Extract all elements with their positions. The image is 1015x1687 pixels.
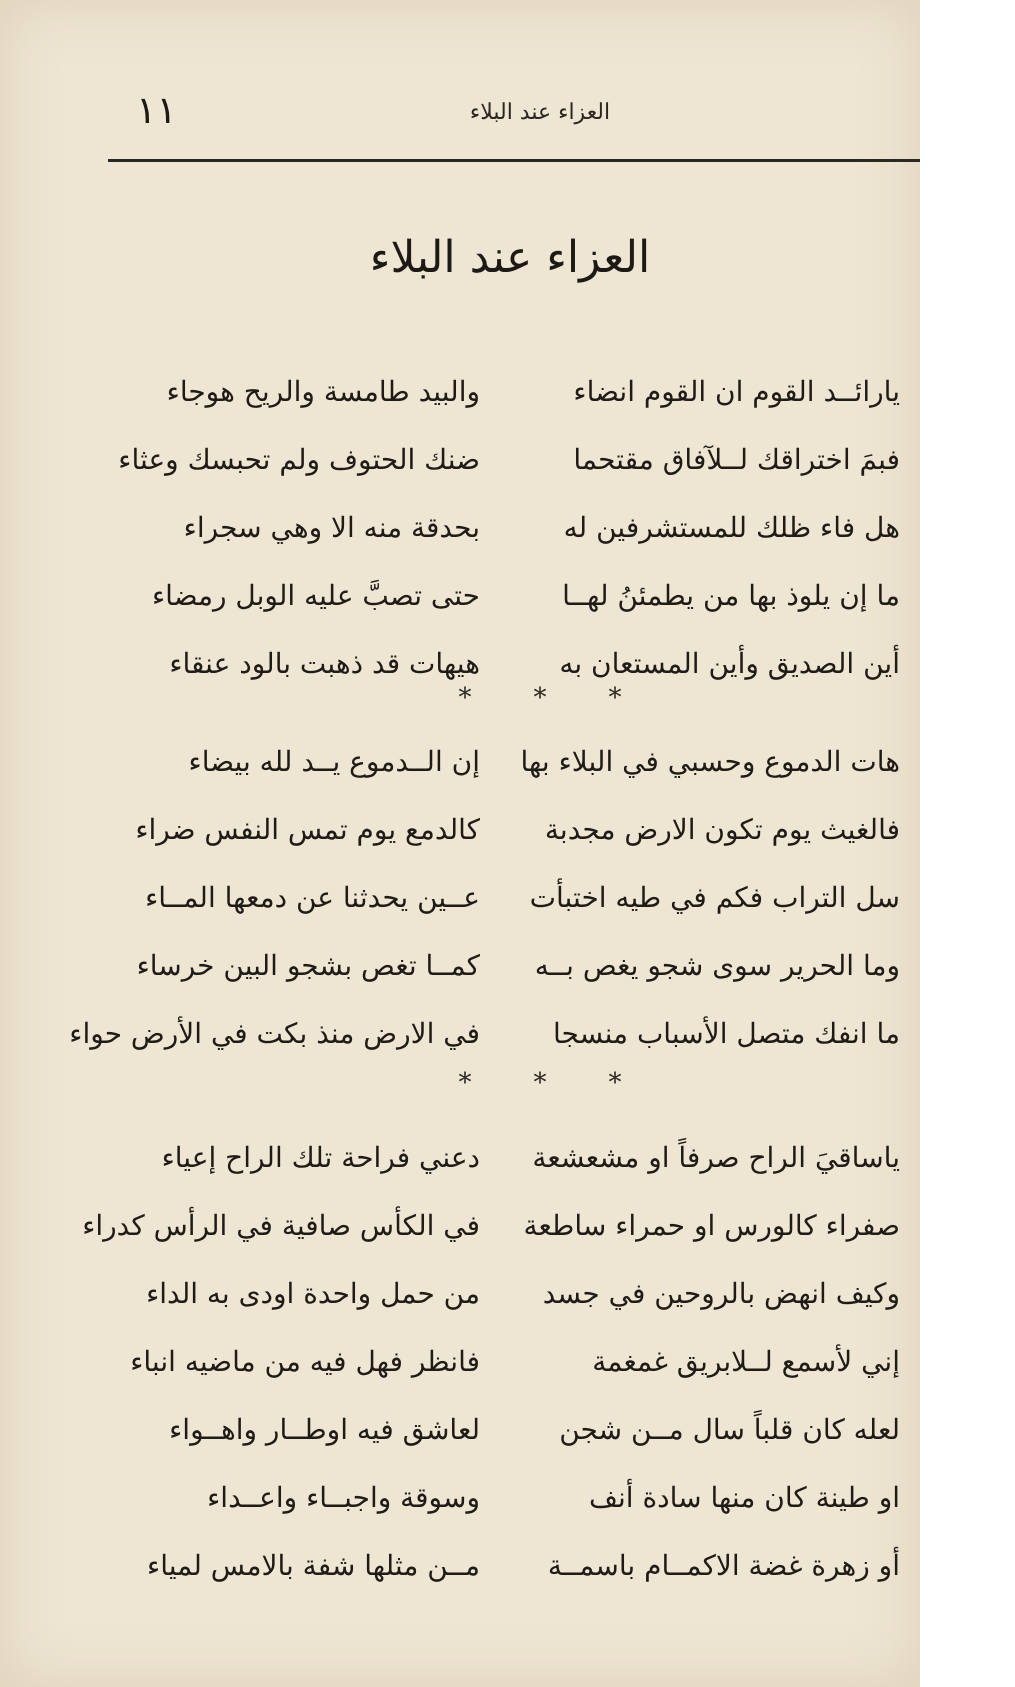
verse bbox=[100, 1332, 900, 1400]
verse-second-hemistich: كالدمع يوم تمس النفس ضراء bbox=[135, 813, 480, 846]
asterisk: * bbox=[458, 683, 472, 713]
verse-second-hemistich: والبيد طامسة والريح هوجاء bbox=[166, 375, 480, 408]
verse-second-hemistich: حتى تصبَّ عليه الوبل رمضاء bbox=[152, 579, 480, 612]
verse-second-hemistich: هيهات قد ذهبت بالود عنقاء bbox=[169, 647, 480, 680]
verse bbox=[100, 1536, 900, 1604]
verse-first-hemistich: او طينة كان منها سادة أنف bbox=[589, 1481, 900, 1514]
page-number: ١١ bbox=[136, 88, 177, 132]
verse-first-hemistich: أو زهرة غضة الاكمــام باسمــة bbox=[547, 1549, 900, 1582]
verse-first-hemistich: ياساقيَ الراح صرفاً او مشعشعة bbox=[532, 1141, 900, 1174]
verse bbox=[100, 1400, 900, 1468]
verse-first-hemistich: يارائــد القوم ان القوم انضاء bbox=[573, 375, 900, 408]
verse-second-hemistich: فانظر فهل فيه من ماضيه انباء bbox=[130, 1345, 480, 1378]
verse-first-hemistich: لعله كان قلباً سال مــن شجن bbox=[559, 1413, 900, 1446]
verse-second-hemistich: في الكأس صافية في الرأس كدراء bbox=[82, 1209, 480, 1242]
verse bbox=[100, 1264, 900, 1332]
verse-first-hemistich: وكيف انهض بالروحين في جسد bbox=[542, 1277, 900, 1310]
running-head: العزاء عند البلاء bbox=[469, 100, 611, 125]
verse-first-hemistich: ما انفك متصل الأسباب منسجا bbox=[553, 1017, 900, 1050]
verse-first-hemistich: وما الحرير سوى شجو يغص بــه bbox=[534, 949, 900, 982]
verse-second-hemistich: لعاشق فيه اوطــار واهــواء bbox=[169, 1413, 480, 1446]
verse bbox=[100, 868, 900, 936]
stanza-2 bbox=[69, 732, 900, 1072]
verse bbox=[100, 936, 900, 1004]
stanza-3 bbox=[82, 1128, 900, 1604]
verse-second-hemistich: في الارض منذ بكت في الأرض حواء bbox=[69, 1017, 480, 1050]
verse-first-hemistich: فبمَ اختراقك لــلآفاق مقتحما bbox=[573, 443, 900, 476]
verse-second-hemistich: وسوقة واجبــاء واعــداء bbox=[207, 1481, 480, 1514]
asterisk: * bbox=[533, 1068, 547, 1098]
verse bbox=[100, 430, 900, 498]
stanza-1 bbox=[100, 362, 900, 702]
stanza-separator bbox=[450, 683, 630, 713]
verse-second-hemistich: كمــا تغص بشجو البين خرساء bbox=[136, 949, 480, 982]
asterisk: * bbox=[608, 1068, 622, 1098]
verse bbox=[100, 800, 900, 868]
asterisk: * bbox=[458, 1068, 472, 1098]
stanza-separator bbox=[450, 1068, 630, 1098]
verse bbox=[100, 566, 900, 634]
asterisk: * bbox=[608, 683, 622, 713]
verse-first-hemistich: ما إن يلوذ بها من يطمئنُ لهــا bbox=[562, 579, 900, 612]
verse-second-hemistich: دعني فراحة تلك الراح إعياء bbox=[161, 1141, 480, 1174]
verse-first-hemistich: هات الدموع وحسبي في البلاء بها bbox=[520, 745, 900, 778]
verse-first-hemistich: أين الصديق وأين المستعان به bbox=[559, 647, 900, 680]
verse-second-hemistich: من حمل واحدة اودى به الداء bbox=[146, 1277, 480, 1310]
verse-second-hemistich: عــين يحدثنا عن دمعها المــاء bbox=[145, 881, 480, 914]
verse-second-hemistich: مــن مثلها شفة بالامس لمياء bbox=[147, 1549, 480, 1582]
verse-first-hemistich: إني لأسمع لــلابريق غمغمة bbox=[592, 1345, 900, 1378]
verse-second-hemistich: ضنك الحتوف ولم تحبسك وعثاء bbox=[118, 443, 480, 476]
verse bbox=[100, 1128, 900, 1196]
verse bbox=[100, 1468, 900, 1536]
verse bbox=[100, 362, 900, 430]
verse bbox=[69, 1004, 900, 1072]
header-rule bbox=[108, 159, 920, 162]
verse-second-hemistich: بحدقة منه الا وهي سجراء bbox=[183, 511, 480, 544]
verse-first-hemistich: سل التراب فكم في طيه اختبأت bbox=[529, 881, 900, 914]
verse-first-hemistich: هل فاء ظلك للمستشرفين له bbox=[563, 511, 900, 544]
verse-second-hemistich: إن الــدموع يــد لله بيضاء bbox=[188, 745, 480, 778]
verse bbox=[82, 1196, 900, 1264]
verse-first-hemistich: صفراء كالورس او حمراء ساطعة bbox=[523, 1209, 900, 1242]
asterisk: * bbox=[533, 683, 547, 713]
verse-first-hemistich: فالغيث يوم تكون الارض مجدبة bbox=[544, 813, 900, 846]
verse bbox=[100, 732, 900, 800]
verse bbox=[100, 498, 900, 566]
poem-title: العزاء عند البلاء bbox=[369, 232, 651, 283]
